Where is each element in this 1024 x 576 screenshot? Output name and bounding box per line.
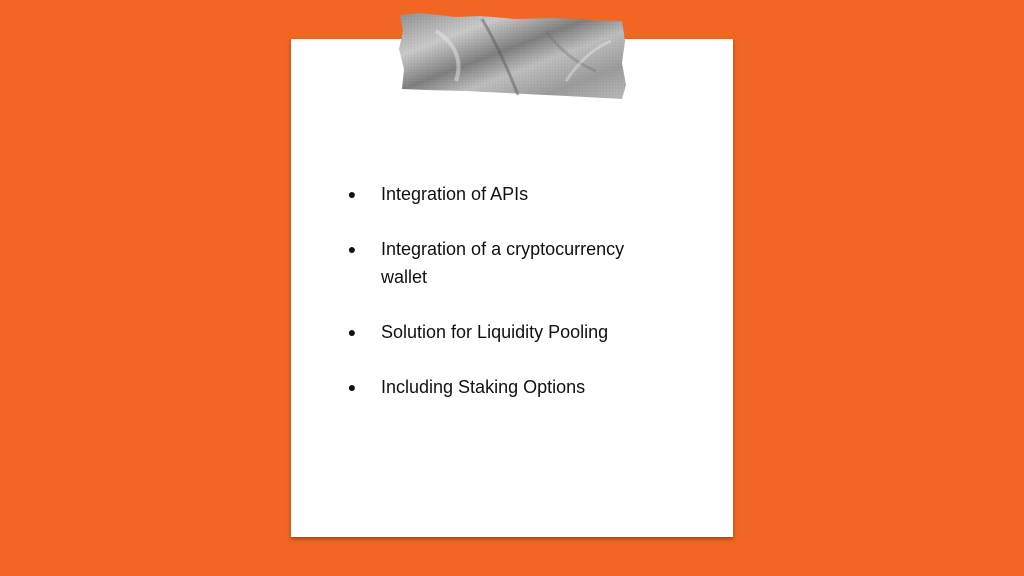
duct-tape-icon [396,11,628,101]
list-item [344,235,674,291]
list-item [344,373,674,401]
list-item-text: Solution for Liquidity Pooling [381,322,609,342]
bullet-icon: ● [347,324,357,340]
bullet-list [344,180,674,428]
list-item [344,318,674,346]
list-item [344,180,674,208]
bullet-icon: ● [347,186,357,202]
list-item-text: Integration of APIs [381,184,529,204]
list-item-text: Integration of a cryptocurrency wallet [381,239,625,287]
list-item-text: Including Staking Options [381,377,586,397]
bullet-icon: ● [347,379,357,395]
bullet-icon: ● [347,241,357,257]
